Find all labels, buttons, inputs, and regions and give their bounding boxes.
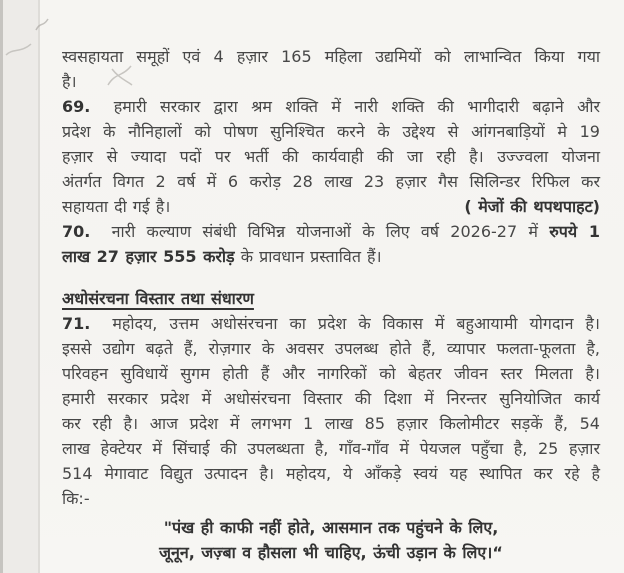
text-segment: 71.: [62, 314, 91, 333]
quote-line-1: [62, 515, 600, 540]
text-segment: जूनून, जज़्बा व हौसला भी चाहिए, ऊंची उड़ान के लिए।“: [159, 543, 503, 562]
para-70-line-2: [62, 244, 600, 269]
text-segment: नारी कल्याण संबंधी विभिन्न योजनाओं के लिए वर्ष 2026-27 में: [111, 222, 538, 241]
text-segment: हज़ार से ज्यादा पदों पर भर्ती की कार्यवाही की जा रही है। उज्ज्वला योजना: [62, 147, 600, 166]
para-71-line-3: [62, 361, 600, 386]
section-heading: [62, 286, 600, 311]
scan-left-edge-shadow: [0, 0, 3, 573]
text-segment: लाख 27 हज़ार 555 करोड़: [62, 247, 235, 266]
text-segment: महोदय, उत्तम अधोसंरचना का प्रदेश के विकास में बहुआयामी योगदान है।: [112, 314, 600, 333]
para-68-cont-line-1: [62, 44, 600, 69]
document-lines: [62, 44, 600, 565]
text-segment: 69.: [62, 97, 91, 116]
text-segment: कर रही है। आज प्रदेश में लगभग 1 लाख 85 हज़ार किलोमीटर सड़कें हैं, 54: [62, 414, 600, 433]
para-68-cont-line-2: [62, 69, 600, 94]
para-69-line-2: [62, 119, 600, 144]
text-segment: सहायता दी गई है।: [62, 197, 171, 216]
para-69-line-5: [62, 194, 600, 219]
para-71-line-4: [62, 386, 600, 411]
para-71-line-7: [62, 461, 600, 486]
text-segment: 70.: [62, 222, 91, 241]
scan-page-fold-line: [38, 0, 40, 573]
para-71-line-6: [62, 436, 600, 461]
text-segment: हमारी सरकार द्वारा श्रम शक्ति में नारी शक्ति की भागीदारी बढ़ाने और: [113, 97, 600, 116]
para-70-line-1: [62, 219, 600, 244]
text-segment: प्रदेश के नौनिहालों को पोषण सुनिश्चित करने के उद्देश्य से आंगनबाड़ियों मे 19: [62, 122, 600, 141]
scan-left-margin-strip: [3, 0, 38, 573]
text-segment: कि:-: [62, 489, 90, 508]
text-segment: 514 मेगावाट विद्युत उत्पादन है। महोदय, ये आँकड़े स्वयं यह स्थापित कर रहे है: [62, 464, 600, 483]
text-segment: इससे उद्योग बढ़ते हैं, रोज़गार के अवसर उपलब्ध होते हैं, व्यापार फलता-फूलता है,: [62, 339, 600, 358]
line-left-text: [62, 194, 170, 219]
text-segment: के प्रावधान प्रस्तावित हैं।: [240, 247, 382, 266]
text-segment: स्वसहायता समूहों एवं 4 हज़ार 165 महिला उद्यमियों को लाभान्वित किया गया: [62, 47, 600, 66]
para-71-line-8: [62, 486, 600, 511]
text-segment: अधोसंरचना विस्तार तथा संधारण: [62, 289, 254, 308]
para-69-line-3: [62, 144, 600, 169]
para-71-line-5: [62, 411, 600, 436]
para-71-line-2: [62, 336, 600, 361]
text-segment: परिवहन सुविधायें सुगम होती हैं और नागरिकों को बेहतर जीवन स्तर मिलता है।: [62, 364, 600, 383]
text-segment: रुपये 1: [549, 222, 600, 241]
text-segment: है।: [62, 72, 77, 91]
para-71-line-1: [62, 311, 600, 336]
text-segment: हमारी सरकार प्रदेश में अधोसंरचना विस्तार की दिशा में निरन्तर सुनियोजित कार्य: [62, 389, 600, 408]
applause-note: ( मेजों की थपथपाहट): [464, 197, 600, 216]
quote-line-2: [62, 540, 600, 565]
text-segment: लाख हेक्टेयर में सिंचाई की उपलब्धता है, गाँव-गाँव में पेयजल पहुँचा है, 25 हज़ार: [62, 439, 600, 458]
text-segment: अंतर्गत विगत 2 वर्ष में 6 करोड़ 28 लाख 23 हज़ार गैस सिलिन्डर रिफिल कर: [62, 172, 600, 191]
para-69-line-1: [62, 94, 600, 119]
text-segment: "पंख ही काफी नहीं होते, आसमान तक पहुंचने के लिए,: [163, 518, 499, 537]
para-69-line-4: [62, 169, 600, 194]
